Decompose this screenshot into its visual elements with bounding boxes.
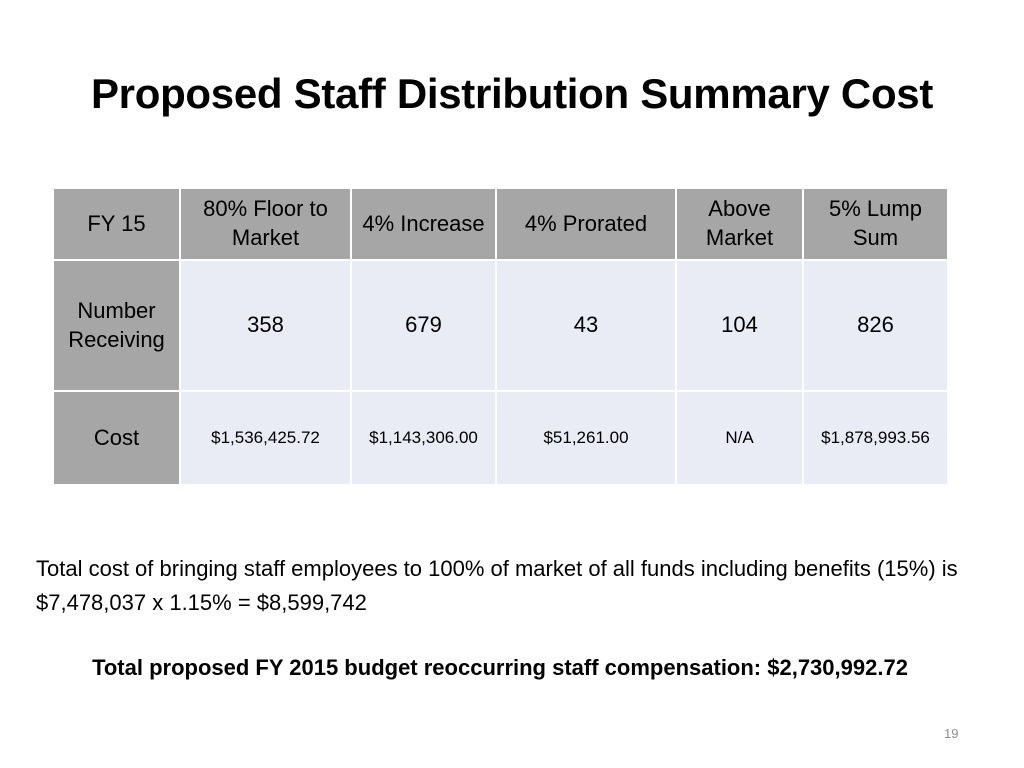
table-row	[53, 391, 948, 485]
table-header-row	[53, 188, 948, 260]
table-cell: 679	[351, 260, 496, 391]
table-cell: 43	[496, 260, 676, 391]
budget-total: Total proposed FY 2015 budget reoccurring staff compensation: $2,730,992.72	[92, 655, 908, 680]
table-cell: $1,878,993.56	[803, 391, 948, 485]
column-header: FY 15	[53, 188, 180, 260]
table-cell: $1,536,425.72	[180, 391, 351, 485]
table-row	[53, 260, 948, 391]
column-header: 4% Increase	[351, 188, 496, 260]
table-cell: 826	[803, 260, 948, 391]
column-header: 4% Prorated	[496, 188, 676, 260]
column-header: 80% Floor to Market	[180, 188, 351, 260]
column-header: Above Market	[676, 188, 803, 260]
row-label: Cost	[53, 391, 180, 485]
slide-title: Proposed Staff Distribution Summary Cost	[90, 70, 934, 117]
page-number: 19	[944, 726, 959, 741]
total-cost-note: Total cost of bringing staff employees to 100% of market of all funds including benefits (15%) is $7,478,037 x 1.15% = $8,599,742	[36, 556, 958, 615]
row-label: Number Receiving	[53, 260, 180, 391]
table-cell: 358	[180, 260, 351, 391]
table-cell: $51,261.00	[496, 391, 676, 485]
table-cell: 104	[676, 260, 803, 391]
column-header: 5% Lump Sum	[803, 188, 948, 260]
table-cell: $1,143,306.00	[351, 391, 496, 485]
table-cell: N/A	[676, 391, 803, 485]
summary-table	[52, 187, 949, 486]
